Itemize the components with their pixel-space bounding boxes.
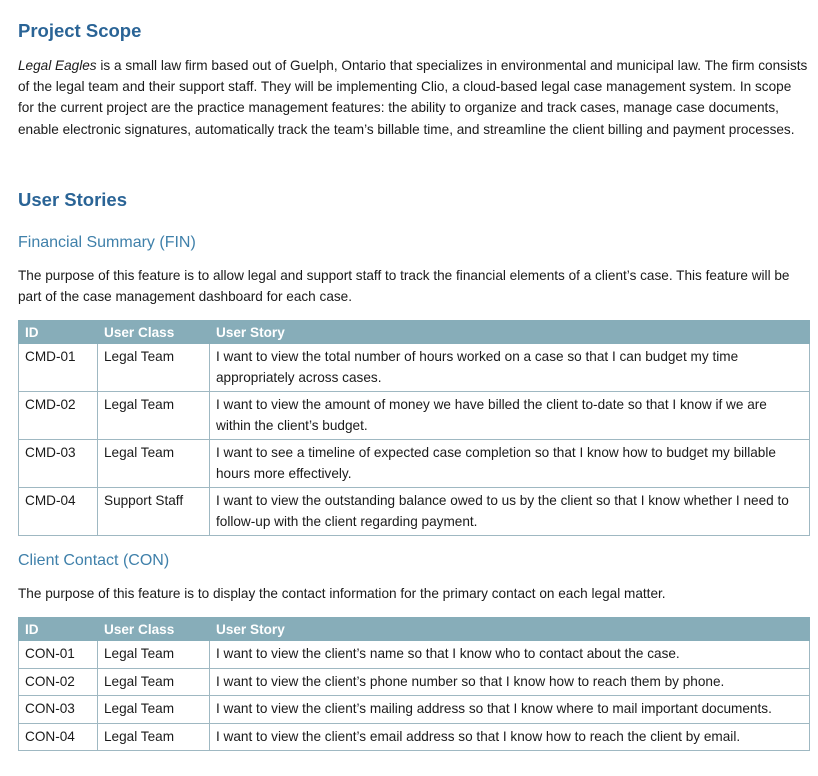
project-scope-text: is a small law firm based out of Guelph, Ontario that specializes in environmental and municipal law. The firm consists of the legal team and their support staff. They will be implementing Clio, a cloud-based legal case management system. In scope for the current project are the practice management features: the ability to organize and track cases, manage case documents, enable electronic signatures, automatically track the team’s billable time, and streamline the client billing and payment processes. [18,58,808,137]
cell-user-class: Legal Team [98,668,210,696]
cell-id: CMD-03 [19,440,98,488]
cell-user-class: Support Staff [98,488,210,536]
column-header-user-story: User Story [210,618,810,641]
cell-user-class: Legal Team [98,696,210,724]
column-header-id: ID [19,321,98,344]
firm-name: Legal Eagles [18,58,97,73]
project-scope-paragraph [18,55,810,140]
cell-id: CMD-04 [19,488,98,536]
table-header-row [19,618,810,641]
cell-user-story: I want to view the client’s name so that I know who to contact about the case. [210,641,810,669]
table-row [19,440,810,488]
feature-description-fin: The purpose of this feature is to allow legal and support staff to track the financial elements of a client’s case. This feature will be part of the case management dashboard for each case. [18,268,790,305]
user-stories-table-con [18,617,810,751]
cell-user-class: Legal Team [98,723,210,751]
table-row [19,696,810,724]
cell-id: CON-03 [19,696,98,724]
cell-user-class: Legal Team [98,344,210,392]
cell-id: CON-02 [19,668,98,696]
column-header-user-story: User Story [210,321,810,344]
user-stories-heading: User Stories [18,189,127,210]
table-row [19,392,810,440]
cell-user-story: I want to view the total number of hours worked on a case so that I can budget my time appropriately across cases. [210,344,810,392]
cell-id: CON-01 [19,641,98,669]
cell-user-story: I want to see a timeline of expected case completion so that I know how to budget my billable hours more effectively. [210,440,810,488]
table-row [19,488,810,536]
cell-user-story: I want to view the client’s phone number so that I know how to reach them by phone. [210,668,810,696]
cell-user-story: I want to view the client’s email address so that I know how to reach the client by email. [210,723,810,751]
feature-title-fin: Financial Summary (FIN) [18,234,196,251]
table-row [19,668,810,696]
project-scope-heading: Project Scope [18,20,142,41]
cell-user-class: Legal Team [98,641,210,669]
user-stories-table-fin [18,320,810,536]
cell-user-story: I want to view the client’s mailing address so that I know where to mail important documents. [210,696,810,724]
table-row [19,723,810,751]
column-header-user-class: User Class [98,618,210,641]
feature-description-con: The purpose of this feature is to display the contact information for the primary contact on each legal matter. [18,586,666,601]
cell-user-story: I want to view the amount of money we have billed the client to-date so that I know if we are within the client’s budget. [210,392,810,440]
feature-title-con: Client Contact (CON) [18,552,170,569]
cell-id: CMD-01 [19,344,98,392]
cell-user-story: I want to view the outstanding balance owed to us by the client so that I know whether I need to follow-up with the client regarding payment. [210,488,810,536]
table-row [19,344,810,392]
cell-user-class: Legal Team [98,392,210,440]
table-header-row [19,321,810,344]
table-row [19,641,810,669]
cell-id: CON-04 [19,723,98,751]
cell-id: CMD-02 [19,392,98,440]
column-header-id: ID [19,618,98,641]
column-header-user-class: User Class [98,321,210,344]
cell-user-class: Legal Team [98,440,210,488]
